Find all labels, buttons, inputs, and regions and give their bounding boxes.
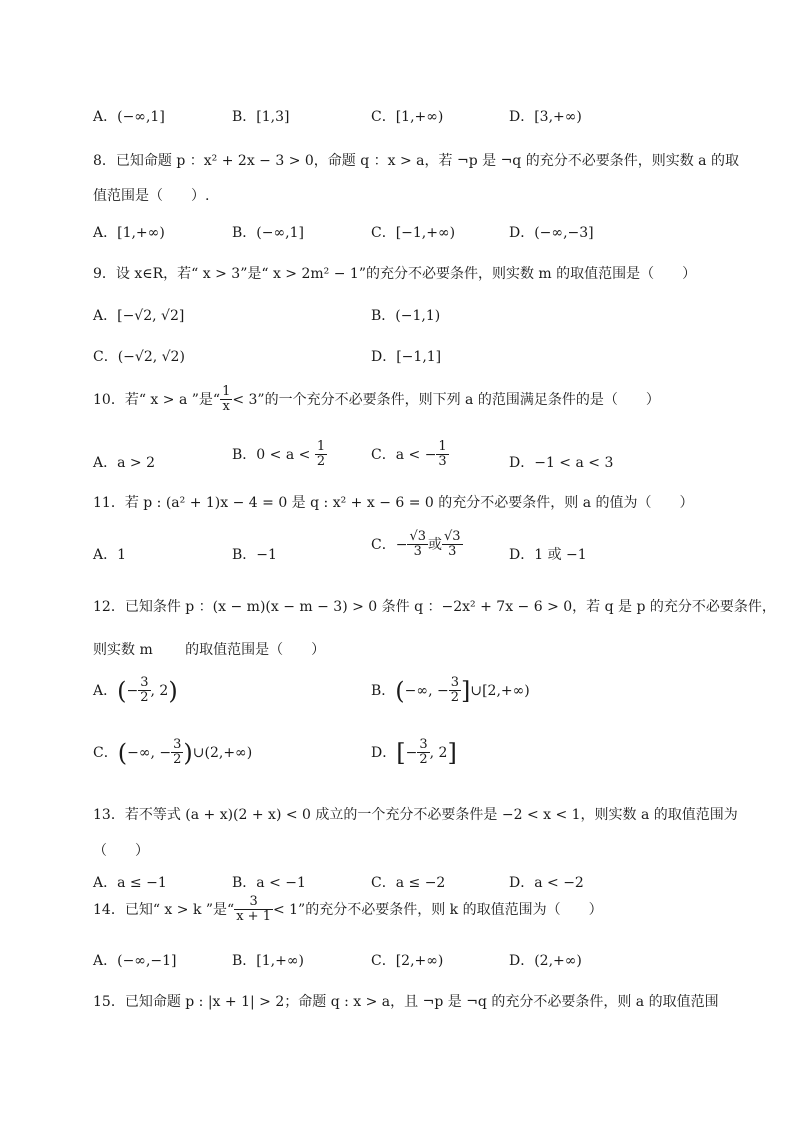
q12-option-b <box>371 676 530 706</box>
q11-c-num-2: √3 <box>444 529 461 544</box>
q12-a-label: A． <box>93 682 118 699</box>
q10-option-d: D．−1 < a < 3 <box>509 455 614 471</box>
q12-option-c <box>93 738 252 768</box>
q10-option-c <box>371 440 449 470</box>
q12-b-open: ( <box>395 676 405 705</box>
q10-option-b-text: B．0 < a < <box>232 446 311 463</box>
q15-stem: 15．已知命题 p : |x + 1| > 2；命题 q : x > a，且 ¬p 是 ¬q 的充分不必要条件，则 a 的取值范围 <box>93 994 719 1010</box>
q12-option-a <box>93 676 178 706</box>
q10-b-num: 1 <box>316 439 326 454</box>
q12-c-open: ( <box>117 738 128 767</box>
q10-option-c-fraction <box>436 440 448 470</box>
q10-c-den: 3 <box>438 454 447 470</box>
q9-option-b: B．(−1,1) <box>371 308 441 324</box>
q11-option-a: A．1 <box>93 547 127 563</box>
q12-c-den: 2 <box>173 752 182 768</box>
q9-option-d: D．[−1,1] <box>371 349 442 365</box>
q10-b-den: 2 <box>316 454 326 470</box>
q8-option-b: B．(−∞,1] <box>232 225 304 241</box>
q11-option-c-text: C．− <box>371 536 408 553</box>
q13-option-b: B．a < −1 <box>232 875 306 891</box>
q12-c-fraction <box>171 738 183 768</box>
q12-c-num: 3 <box>173 737 182 752</box>
q14-fraction <box>234 895 273 925</box>
q7-option-b: B．[1,3] <box>232 109 290 125</box>
q11-c-num-1: √3 <box>409 529 427 544</box>
q14-option-d: D．(2,+∞) <box>509 953 582 969</box>
q11-option-d: D．1 或 −1 <box>509 547 587 563</box>
q12-b-close: ] <box>460 676 471 705</box>
q14-option-b: B．[1,+∞) <box>232 953 304 969</box>
q14-frac-den: x + 1 <box>236 909 271 925</box>
q12-a-num: 3 <box>140 675 149 690</box>
q8-stem-line1: 8．已知命题 p ：x² + 2x − 3 > 0，命题 q ：x > a，若 ¬p 是 ¬q 的充分不必要条件，则实数 a 的取 <box>93 153 739 169</box>
q14-frac-num: 3 <box>234 895 273 910</box>
q7-option-a: A．(−∞,1] <box>93 109 165 125</box>
q9-stem: 9．设 x∈R，若“ x > 3”是“ x > 2m² − 1”的充分不必要条件，则实数 m 的取值范围是（ ） <box>93 266 697 282</box>
q14-option-a: A．(−∞,−1] <box>93 953 177 969</box>
q12-a-den: 2 <box>140 690 149 706</box>
q12-a-sign: − <box>126 682 139 699</box>
q12-b-mid: −∞, − <box>404 682 449 699</box>
q13-option-d: D．a < −2 <box>509 875 584 891</box>
q8-option-c: C．[−1,+∞) <box>371 225 456 241</box>
q10-option-b-fraction <box>315 440 327 470</box>
q12-d-label: D． <box>371 744 397 761</box>
q12-b-num: 3 <box>450 675 459 690</box>
q12-a-close: ) <box>168 676 178 705</box>
q12-b-fraction <box>449 676 461 706</box>
q12-c-close: ) <box>183 738 193 767</box>
q13-stem-line1: 13．若不等式 (a + x)(2 + x) < 0 成立的一个充分不必要条件是 −2 < x < 1，则实数 a 的取值范围为 <box>93 807 738 823</box>
q7-option-c: C．[1,+∞) <box>371 109 444 125</box>
q9-option-c: C．(−√2, √2) <box>93 349 185 365</box>
q11-c-fraction-2 <box>442 530 463 560</box>
q13-option-c: C．a ≤ −2 <box>371 875 446 891</box>
q14-stem-post: < 1”的充分不必要条件，则 k 的取值范围为（ ） <box>272 901 603 918</box>
q10-c-num: 1 <box>438 439 447 454</box>
q12-b-den: 2 <box>450 690 459 706</box>
q10-stem-pre: 10．若“ x > a ”是“ <box>93 391 221 408</box>
q12-a-open: ( <box>117 676 127 705</box>
q12-stem-line1: 12．已知条件 p ：(x − m)(x − m − 3) > 0 条件 q ：−2x² + 7x − 6 > 0，若 q 是 p 的充分不必要条件， <box>93 599 776 615</box>
q14-stem-pre: 14．已知“ x > k ”是“ <box>93 901 235 918</box>
q11-c-den-2: 3 <box>448 544 457 560</box>
q10-option-b <box>232 440 327 470</box>
q10-frac-den: x <box>222 399 230 415</box>
q12-b-label: B． <box>371 682 396 699</box>
q13-option-a: A．a ≤ −1 <box>93 875 167 891</box>
q14-stem <box>93 895 603 925</box>
q8-option-a: A．[1,+∞) <box>93 225 165 241</box>
q12-a-fraction <box>138 676 150 706</box>
q12-d-fraction <box>417 738 429 768</box>
q11-stem: 11．若 p : (a² + 1)x − 4 = 0 是 q : x² + x − 6 = 0 的充分不必要条件，则 a 的值为（ ） <box>93 495 694 511</box>
q8-stem-line2: 值范围是（ ）. <box>93 188 210 204</box>
q10-stem <box>93 385 660 415</box>
q14-option-c: C．[2,+∞) <box>371 953 444 969</box>
q8-option-d: D．(−∞,−3] <box>509 225 594 241</box>
q12-c-label: C． <box>93 744 118 761</box>
q11-option-b: B．−1 <box>232 547 277 563</box>
q10-stem-post: < 3”的一个充分不必要条件，则下列 a 的范围满足条件的是（ ） <box>232 391 660 408</box>
q10-option-c-text: C．a < − <box>371 446 437 463</box>
q10-frac-num: 1 <box>222 384 231 399</box>
q10-fraction <box>220 385 232 415</box>
q11-option-c <box>371 530 463 560</box>
q12-a-post: , 2 <box>150 682 169 699</box>
q12-b-post: ∪[2,+∞) <box>470 682 530 699</box>
q10-option-a: A．a > 2 <box>93 455 155 471</box>
q12-c-post: ∪(2,+∞) <box>192 744 253 761</box>
q9-option-a: A．[−√2, √2] <box>93 308 185 324</box>
q12-d-open: [ <box>396 738 406 767</box>
q11-c-or: 或 <box>428 536 443 553</box>
q12-d-sign: − <box>405 744 418 761</box>
q12-d-num: 3 <box>419 737 428 752</box>
q12-d-den: 2 <box>419 752 428 768</box>
q12-d-close: ] <box>447 738 457 767</box>
q12-c-mid: −∞, − <box>127 744 172 761</box>
q13-stem-line2: （ ） <box>93 843 149 859</box>
q11-c-fraction-1 <box>407 530 428 560</box>
q12-stem-line2: 则实数 m 的取值范围是（ ） <box>93 642 326 658</box>
q12-d-post: , 2 <box>429 744 448 761</box>
q7-option-d: D．[3,+∞) <box>509 109 582 125</box>
q11-c-den-1: 3 <box>413 544 422 560</box>
q12-option-d <box>371 738 457 768</box>
